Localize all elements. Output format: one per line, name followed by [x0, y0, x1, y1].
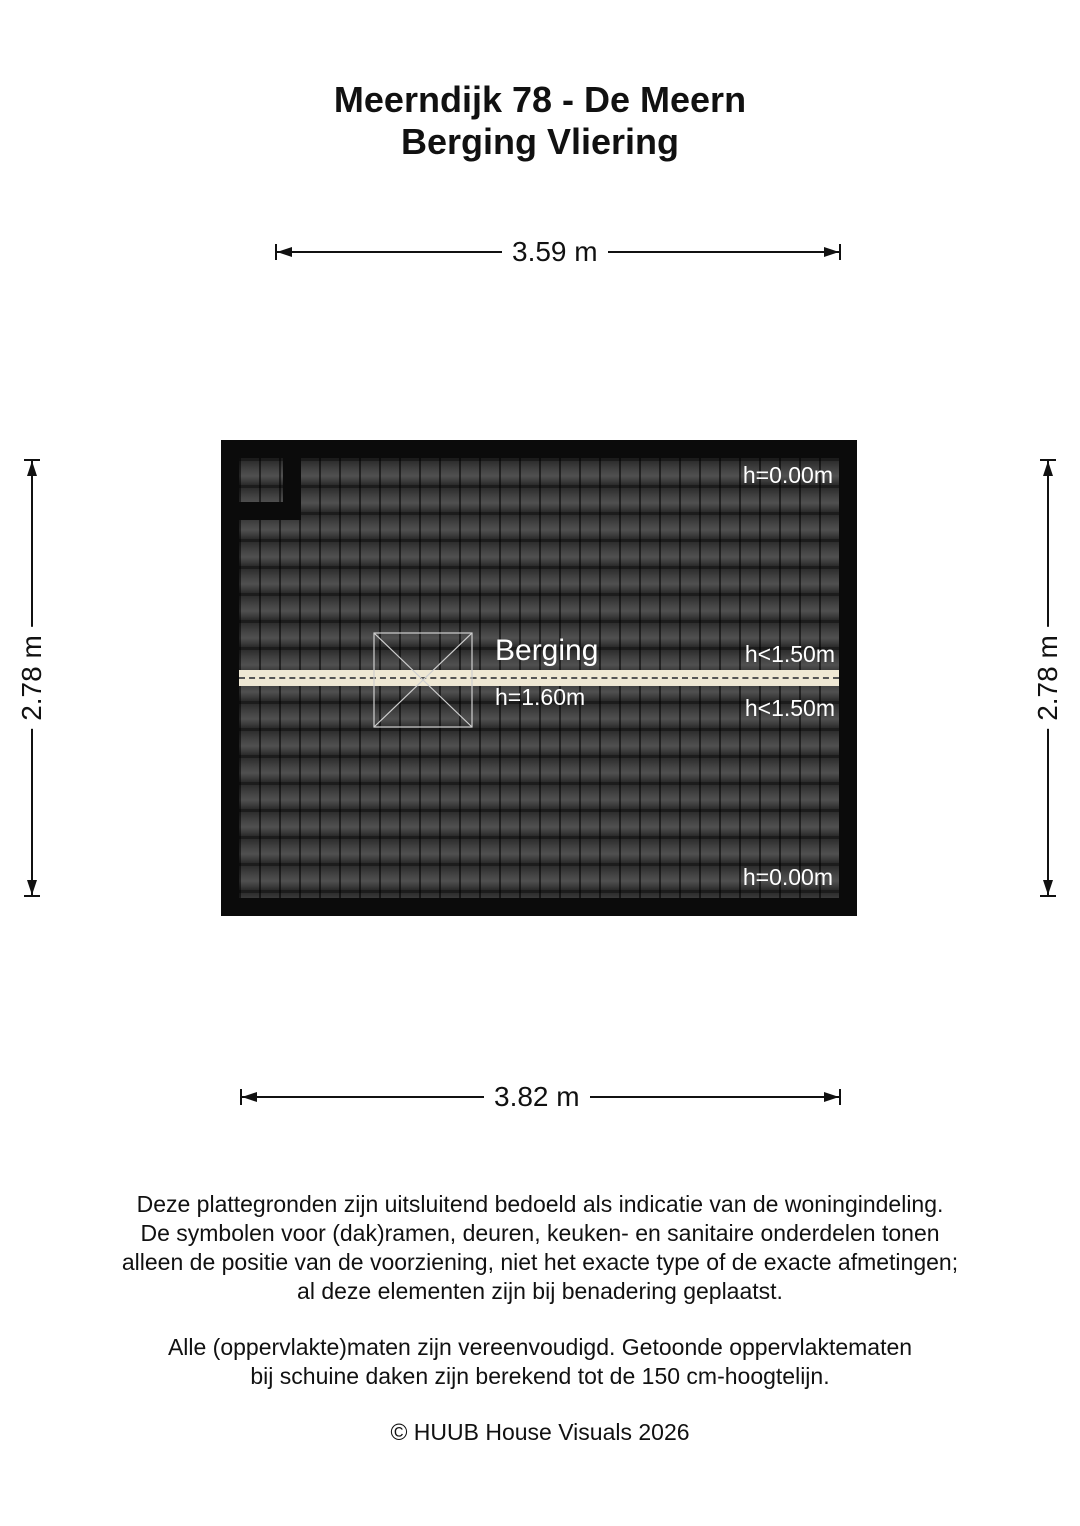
floor-plan: [221, 440, 857, 916]
height-bottom-label: h=0.00m: [742, 864, 833, 890]
room-height: h=1.60m: [495, 684, 586, 710]
area-note: [0, 1333, 1080, 1391]
note-line: De symbolen voor (dak)ramen, deuren, keuken- en sanitaire onderdelen tonen: [140, 1220, 940, 1246]
height-top-label: h=0.00m: [742, 462, 833, 488]
note-line: al deze elementen zijn bij benadering geplaatst.: [297, 1278, 783, 1304]
roof-hatch-icon: [373, 632, 473, 728]
copyright: © HUUB House Visuals 2026: [390, 1419, 690, 1445]
page-title: Meerndijk 78 - De Meern: [333, 79, 747, 120]
note-line: Alle (oppervlakte)maten zijn vereenvoudigd. Getoonde oppervlaktematen: [167, 1334, 913, 1360]
page-subtitle: Berging Vliering: [400, 121, 680, 162]
roof-tiles: [239, 458, 839, 898]
right-height-label: 2.78 m: [1031, 627, 1065, 729]
disclaimer-note: [0, 1190, 1080, 1306]
note-line: alleen de positie van de voorziening, niet het exacte type of de exacte afmetingen;: [121, 1249, 959, 1275]
bottom-width-label: 3.82 m: [484, 1080, 590, 1114]
room-name: Berging: [495, 634, 599, 667]
chimney-wall: [239, 458, 301, 520]
note-line: bij schuine daken zijn berekend tot de 150 cm-hoogtelijn.: [250, 1363, 830, 1389]
top-width-label: 3.59 m: [502, 235, 608, 269]
note-line: Deze plattegronden zijn uitsluitend bedoeld als indicatie van de woningindeling.: [136, 1191, 944, 1217]
height-ridge-upper-label: h<1.50m: [744, 641, 835, 667]
left-height-label: 2.78 m: [15, 627, 49, 729]
height-ridge-lower-label: h<1.50m: [744, 695, 835, 721]
